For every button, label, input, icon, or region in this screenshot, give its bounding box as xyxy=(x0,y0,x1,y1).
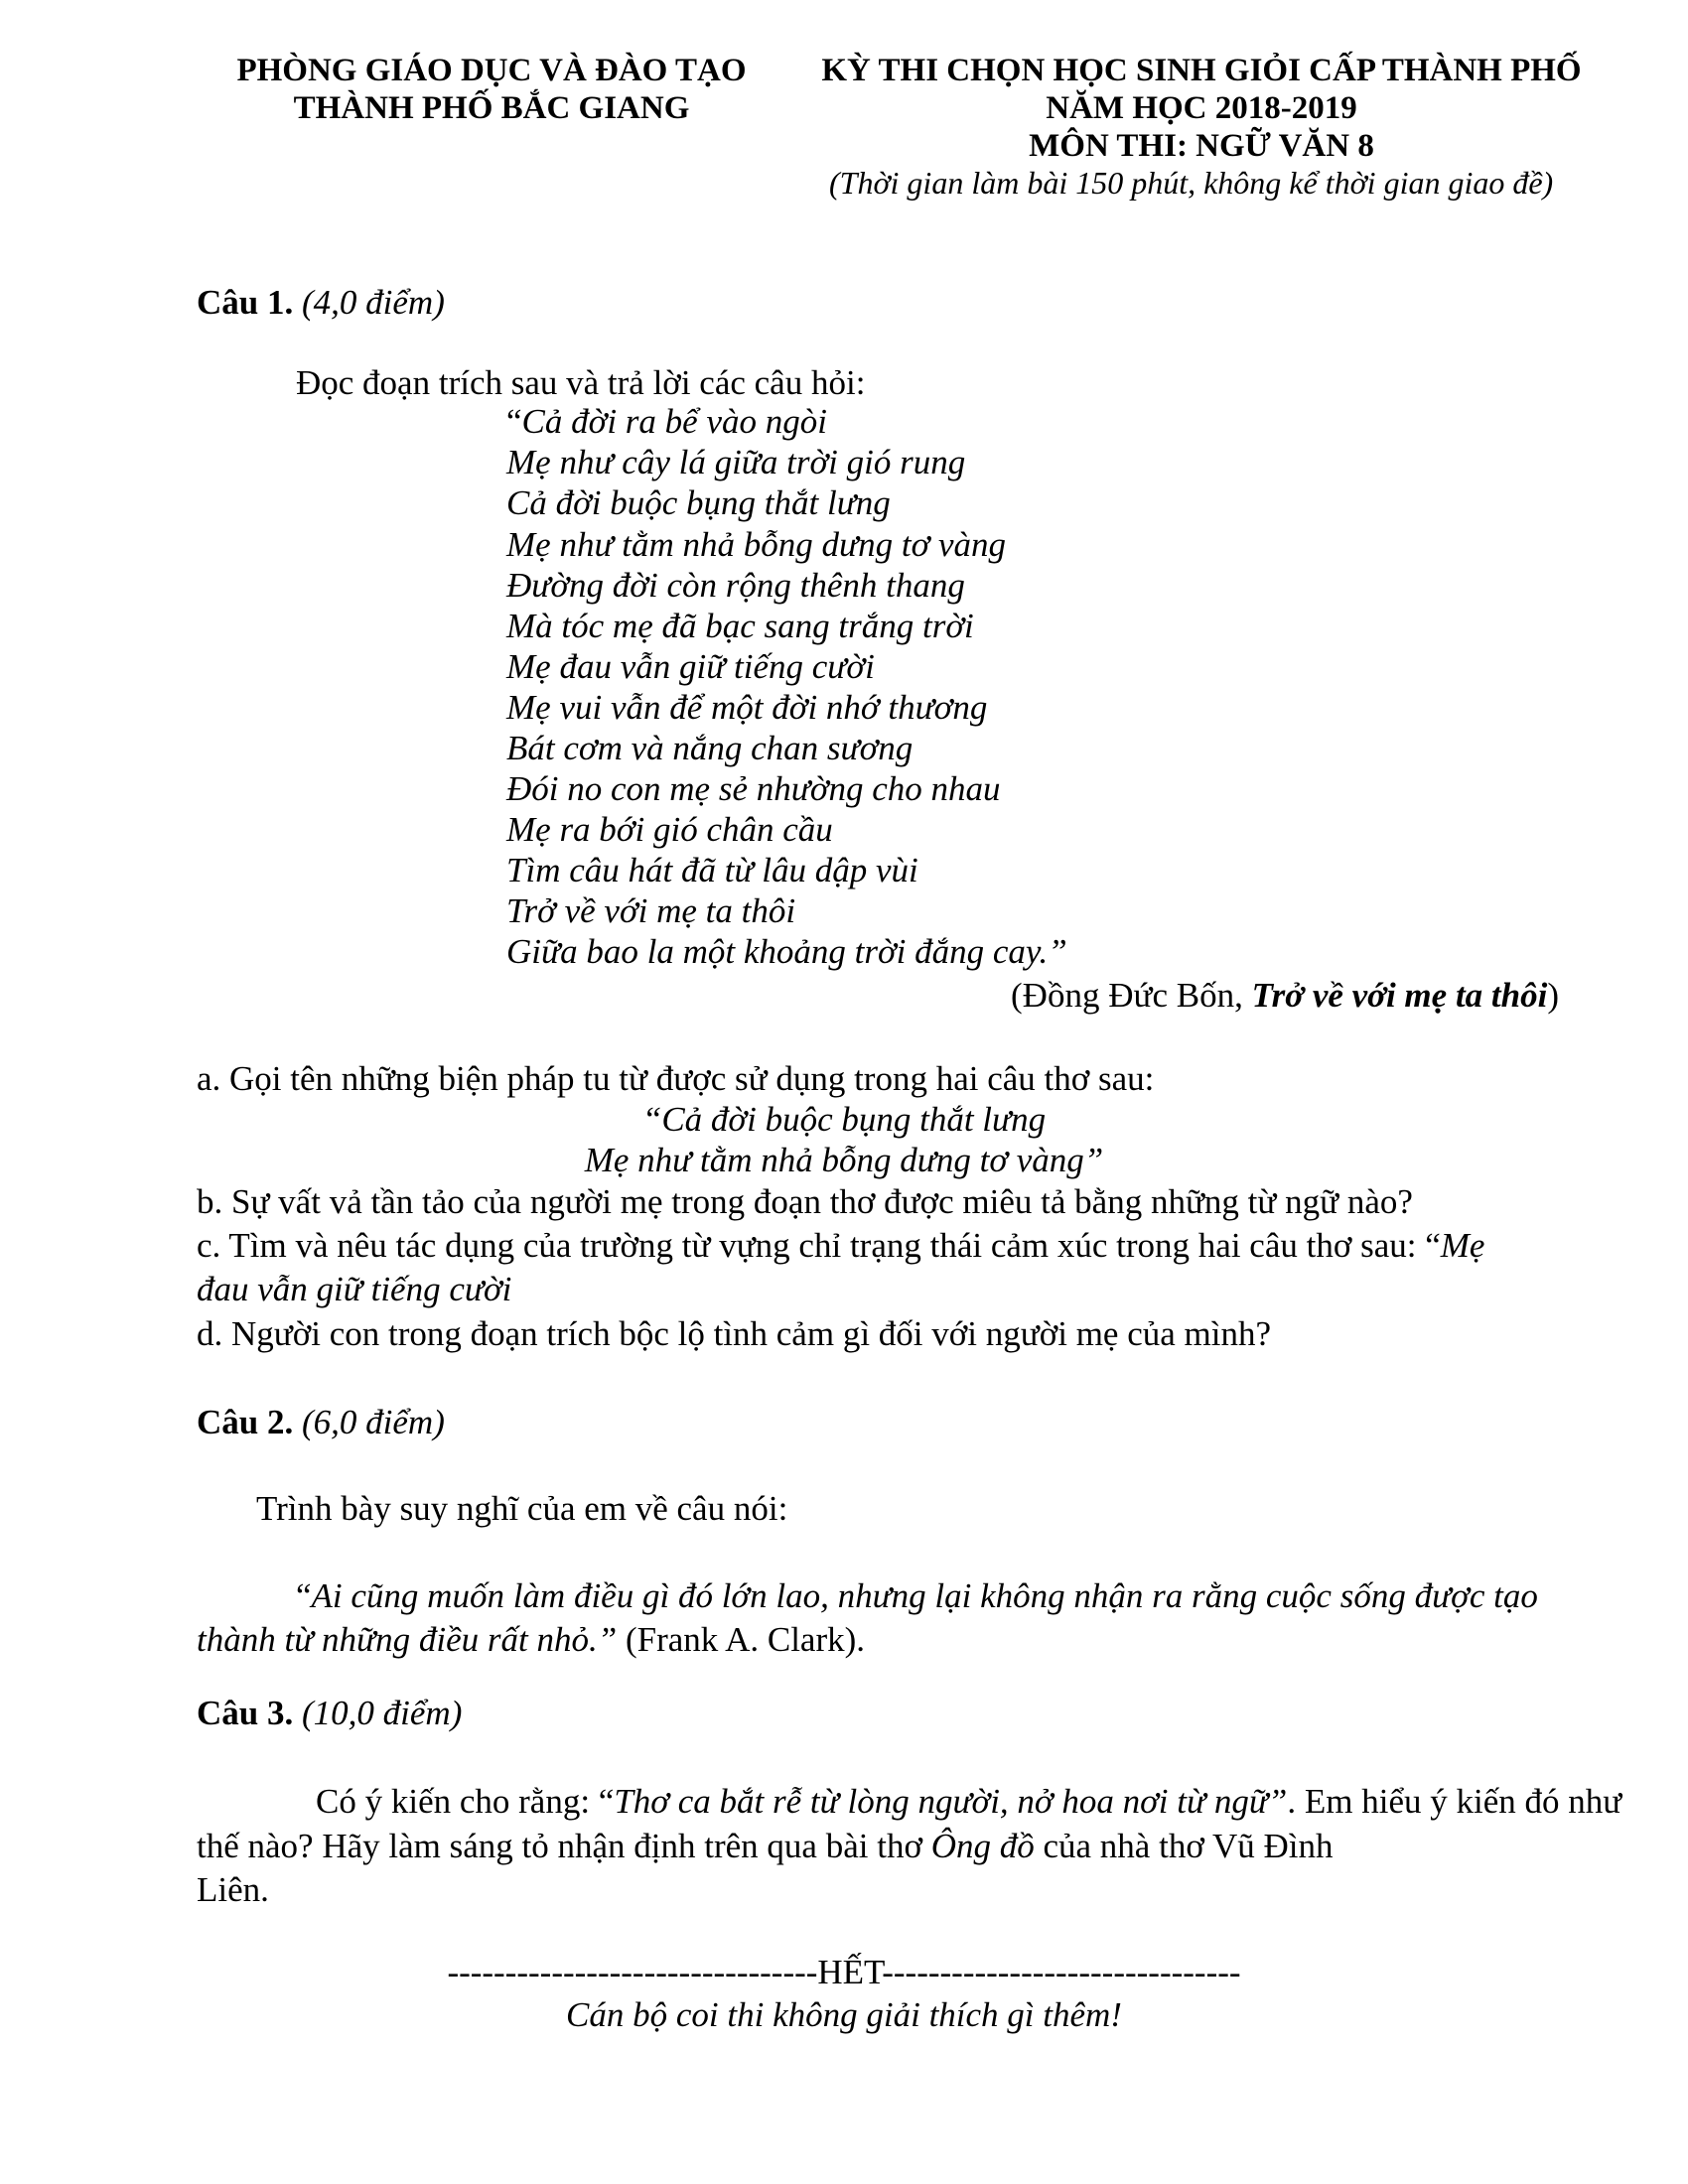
poem-line-13: Trở về với mẹ ta thôi xyxy=(506,891,796,930)
poem-line-9: Bát cơm và nắng chan sương xyxy=(506,729,914,767)
poem-line-10: Đói no con mẹ sẻ nhường cho nhau xyxy=(506,769,1001,808)
city-name: THÀNH PHỐ BẮC GIANG xyxy=(293,90,690,126)
exam-title: KỲ THI CHỌN HỌC SINH GIỎI CẤP THÀNH PHỐ xyxy=(821,53,1582,88)
question-1-instruction: Đọc đoạn trích sau và trả lời các câu hỏi: xyxy=(296,363,866,402)
question-3-title: Câu 3. xyxy=(197,1694,294,1732)
poem-line-2: Mẹ như cây lá giữa trời gió rung xyxy=(506,443,966,481)
poem-source: (Đồng Đức Bốn, Trở về với mẹ ta thôi) xyxy=(1011,976,1559,1015)
question-1a-quote-line-2: Mẹ như tằm nhả bỗng dưng tơ vàng” xyxy=(584,1141,1104,1179)
question-3-line-3: Liên. xyxy=(197,1870,269,1909)
time-note: (Thời gian làm bài 150 phút, không kể thời gian giao đề) xyxy=(829,165,1554,201)
question-2-prompt: Trình bày suy nghĩ của em về câu nói: xyxy=(256,1489,788,1528)
poem-line-3: Cả đời buộc bụng thắt lưng xyxy=(506,483,891,522)
subject: MÔN THI: NGỮ VĂN 8 xyxy=(1029,128,1374,164)
question-3-points: (10,0 điểm) xyxy=(302,1694,463,1732)
question-1c-continued: đau vẫn giữ tiếng cười xyxy=(197,1270,512,1308)
poem-line-6: Mà tóc mẹ đã bạc sang trắng trời xyxy=(506,607,974,645)
question-1d: d. Người con trong đoạn trích bộc lộ tình cảm gì đối với người mẹ của mình? xyxy=(197,1314,1272,1353)
question-1a: a. Gọi tên những biện pháp tu từ được sử dụng trong hai câu thơ sau: xyxy=(197,1059,1155,1098)
poem-line-1: “Cả đời ra bể vào ngòi xyxy=(506,402,827,441)
question-1-heading xyxy=(197,283,445,323)
question-1a-quote-line-1: “Cả đời buộc bụng thắt lưng xyxy=(641,1100,1047,1139)
poem-line-7: Mẹ đau vẫn giữ tiếng cười xyxy=(506,647,875,686)
question-2-quote-line-2: thành từ những điều rất nhỏ.” (Frank A. Clark). xyxy=(197,1620,866,1659)
poem-line-8: Mẹ vui vẫn để một đời nhớ thương xyxy=(506,688,988,727)
question-3-line-1: Có ý kiến cho rằng: “Thơ ca bắt rễ từ lòng người, nở hoa nơi từ ngữ”. Em hiểu ý kiến đó như xyxy=(316,1782,1622,1821)
poem-line-11: Mẹ ra bới gió chân cầu xyxy=(506,810,833,849)
poem-source-title: Trở về với mẹ ta thôi xyxy=(1251,976,1548,1015)
school-year: NĂM HỌC 2018-2019 xyxy=(1046,90,1357,126)
question-2-points: (6,0 điểm) xyxy=(302,1403,445,1441)
question-1b: b. Sự vất vả tần tảo của người mẹ trong đoạn thơ được miêu tả bằng những từ ngữ nào? xyxy=(197,1182,1413,1221)
poem-line-14: Giữa bao la một khoảng trời đắng cay.” xyxy=(506,932,1067,971)
question-2-quote-line-1: “Ai cũng muốn làm điều gì đó lớn lao, nhưng lại không nhận ra rằng cuộc sống được tạo xyxy=(296,1576,1538,1615)
question-3-line-2: thế nào? Hãy làm sáng tỏ nhận định trên qua bài thơ Ông đồ của nhà thơ Vũ Đình xyxy=(197,1827,1334,1865)
question-1-title: Câu 1. xyxy=(197,283,294,322)
poem-line-4: Mẹ như tằm nhả bỗng dưng tơ vàng xyxy=(506,525,1007,564)
proctor-note: Cán bộ coi thi không giải thích gì thêm! xyxy=(566,1995,1122,2034)
end-marker: --------------------------------HẾT------------------------------- xyxy=(447,1953,1241,1991)
poem-line-12: Tìm câu hát đã từ lâu dập vùi xyxy=(506,851,918,889)
question-1c: c. Tìm và nêu tác dụng của trường từ vựng chỉ trạng thái cảm xúc trong hai câu thơ sau: “Mẹ xyxy=(197,1226,1485,1265)
question-2-heading xyxy=(197,1403,445,1442)
question-1-points: (4,0 điểm) xyxy=(302,283,445,322)
question-2-title: Câu 2. xyxy=(197,1403,294,1441)
poem-line-5: Đường đời còn rộng thênh thang xyxy=(506,566,965,605)
question-3-heading xyxy=(197,1694,462,1733)
department-name: PHÒNG GIÁO DỤC VÀ ĐÀO TẠO xyxy=(236,53,747,88)
